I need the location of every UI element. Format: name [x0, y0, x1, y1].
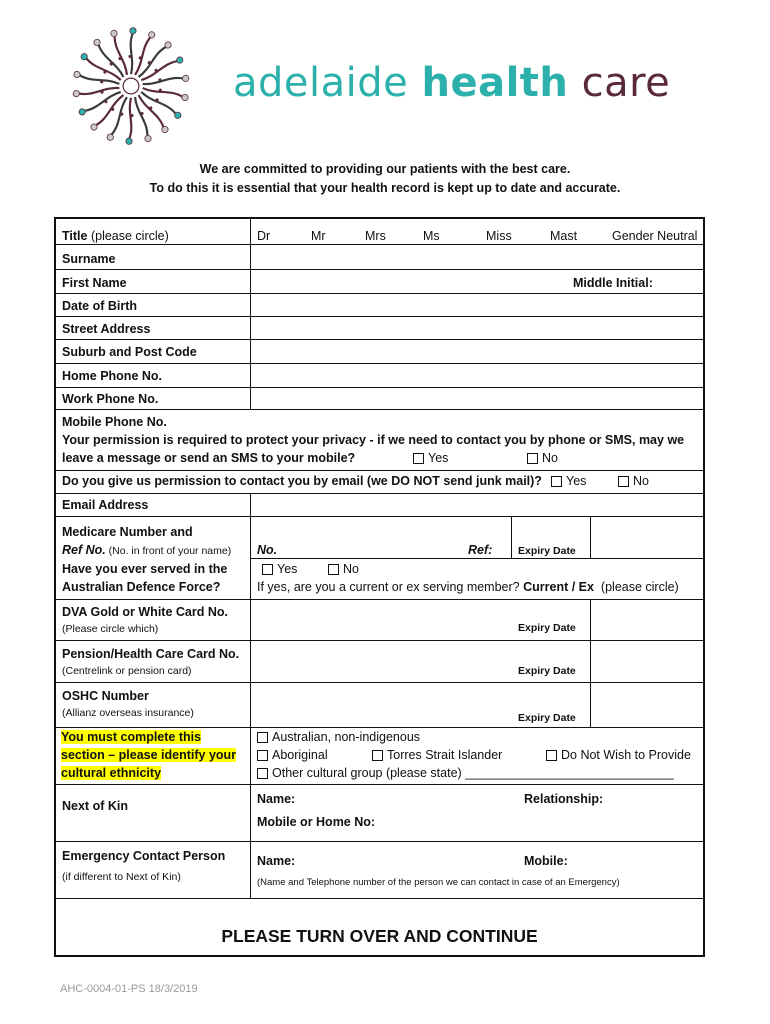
emergency-name-label: Name: — [257, 854, 296, 868]
emergency-contact-label: Emergency Contact Person — [62, 849, 226, 863]
title-label: Title (please circle) — [62, 229, 169, 243]
medicare-no-label: No. — [257, 543, 278, 557]
surname-label: Surname — [62, 252, 116, 266]
turn-over-notice: PLEASE TURN OVER AND CONTINUE — [221, 926, 538, 946]
email-yes-option[interactable]: Yes — [551, 474, 586, 488]
emergency-note: (Name and Telephone number of the person we can contact in case of an Emergency) — [257, 877, 620, 888]
dva-expiry-label: Expiry Date — [518, 622, 576, 634]
email-address-label: Email Address — [62, 498, 149, 512]
medicare-ref-field-label: Ref: — [468, 543, 493, 557]
defence-label-2: Australian Defence Force? — [62, 580, 221, 594]
kin-phone-label: Mobile or Home No: — [257, 815, 376, 829]
culture-option-not-provide[interactable]: Do Not Wish to Provide — [546, 748, 691, 762]
work-phone-label: Work Phone No. — [62, 392, 159, 406]
sms-no-option[interactable]: No — [527, 451, 558, 465]
medicare-label: Medicare Number and — [62, 525, 193, 539]
title-option-ms[interactable]: Ms — [423, 229, 440, 243]
email-no-checkbox[interactable] — [618, 476, 629, 487]
brand-word-health: health — [421, 60, 569, 106]
oshc-hint: (Allianz overseas insurance) — [62, 707, 194, 719]
culture-instruction-1: You must complete this — [61, 730, 202, 744]
culture-option-torres-strait[interactable]: Torres Strait Islander — [372, 748, 502, 762]
intro-line-1: We are committed to providing our patients with the best care. — [199, 162, 571, 176]
medicare-expiry-label: Expiry Date — [518, 545, 576, 557]
defence-no-option[interactable]: No — [328, 562, 359, 576]
culture-instruction-3: cultural ethnicity — [61, 766, 162, 780]
first-name-label: First Name — [62, 276, 127, 290]
sms-permission-question-2: leave a message or send an SMS to your mobile? — [62, 451, 356, 465]
culture-torres-strait-checkbox[interactable] — [372, 750, 383, 761]
emergency-mobile-label: Mobile: — [524, 854, 568, 868]
patient-registration-form — [54, 217, 705, 957]
adelaide-health-care-logo-icon — [62, 24, 200, 148]
sms-yes-checkbox[interactable] — [413, 453, 424, 464]
kin-relationship-label: Relationship: — [524, 792, 604, 806]
culture-instruction-2: section – please identify your — [61, 748, 237, 762]
dob-label: Date of Birth — [62, 299, 137, 313]
defence-yes-option[interactable]: Yes — [262, 562, 297, 576]
pension-expiry-label: Expiry Date — [518, 665, 576, 677]
brand-word-adelaide: adelaide — [233, 60, 422, 106]
home-phone-label: Home Phone No. — [62, 369, 163, 383]
brand-wordmark — [233, 60, 670, 106]
culture-not-provide-checkbox[interactable] — [546, 750, 557, 761]
sms-no-checkbox[interactable] — [527, 453, 538, 464]
culture-australian-checkbox[interactable] — [257, 732, 268, 743]
pension-hint: (Centrelink or pension card) — [62, 665, 192, 677]
title-option-mr[interactable]: Mr — [311, 229, 326, 243]
middle-initial-label: Middle Initial: — [573, 276, 653, 290]
dva-hint: (Please circle which) — [62, 623, 159, 635]
defence-yes-checkbox[interactable] — [262, 564, 273, 575]
title-option-mast[interactable]: Mast — [550, 229, 578, 243]
culture-option-australian[interactable]: Australian, non-indigenous — [257, 730, 420, 744]
pension-label: Pension/Health Care Card No. — [62, 647, 240, 661]
form-code-footer: AHC-0004-01-PS 18/3/2019 — [60, 983, 198, 995]
email-yes-checkbox[interactable] — [551, 476, 562, 487]
culture-option-aboriginal[interactable]: Aboriginal — [257, 748, 328, 762]
culture-other-checkbox[interactable] — [257, 768, 268, 779]
kin-name-label: Name: — [257, 792, 296, 806]
street-address-label: Street Address — [62, 322, 151, 336]
email-permission-question: Do you give us permission to contact you by email (we DO NOT send junk mail)? — [62, 474, 542, 488]
title-option-miss[interactable]: Miss — [486, 229, 512, 243]
mobile-phone-label: Mobile Phone No. — [62, 415, 167, 429]
defence-label-1: Have you ever served in the — [62, 562, 228, 576]
title-option-mrs[interactable]: Mrs — [365, 229, 386, 243]
oshc-expiry-label: Expiry Date — [518, 712, 576, 724]
sms-yes-option[interactable]: Yes — [413, 451, 448, 465]
intro-line-2: To do this it is essential that your health record is kept up to date and accurate. — [149, 181, 621, 195]
defence-member-question: If yes, are you a current or ex serving member? Current / Ex (please circle) — [257, 580, 679, 594]
next-of-kin-label: Next of Kin — [62, 799, 128, 813]
dva-label: DVA Gold or White Card No. — [62, 605, 228, 619]
title-option-gender-neutral[interactable]: Gender Neutral — [612, 229, 698, 243]
culture-option-other[interactable]: Other cultural group (please state) ______________________________ — [257, 766, 674, 780]
emergency-contact-hint: (if different to Next of Kin) — [62, 871, 181, 883]
title-option-dr[interactable]: Dr — [257, 229, 271, 243]
oshc-label: OSHC Number — [62, 689, 149, 703]
suburb-postcode-label: Suburb and Post Code — [62, 345, 197, 359]
sms-permission-question-1: Your permission is required to protect your privacy - if we need to contact you by phone or SMS, may we — [62, 433, 685, 447]
brand-word-care: care — [568, 60, 671, 106]
medicare-ref-label: Ref No. (No. in front of your name) — [62, 543, 232, 557]
culture-aboriginal-checkbox[interactable] — [257, 750, 268, 761]
defence-no-checkbox[interactable] — [328, 564, 339, 575]
email-no-option[interactable]: No — [618, 474, 649, 488]
